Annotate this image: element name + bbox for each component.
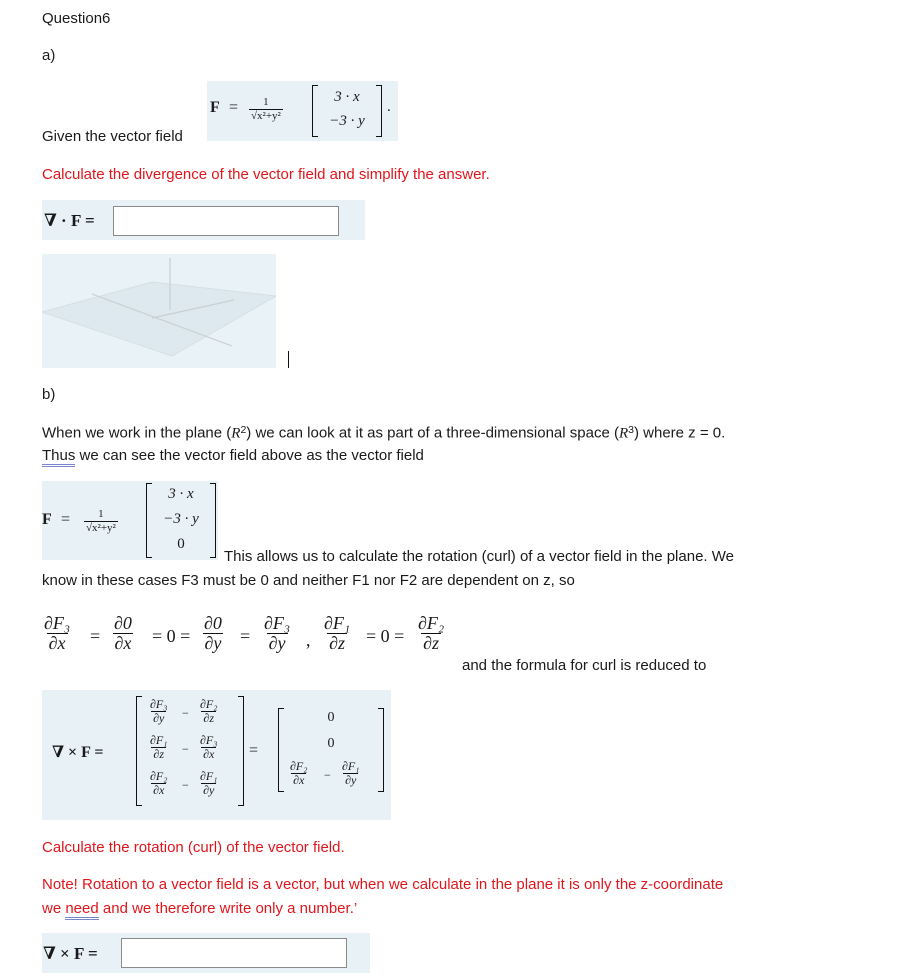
curl-answer-row — [42, 933, 370, 973]
thus-text: Thus we can see the vector field above as the vector field — [42, 447, 424, 464]
vector-field-plot[interactable] — [42, 254, 276, 368]
curl-reduced-matrix: 0 0 $\frac{\text{∂F₂}}{\partial x}$ − $\frac{\text{∂F₁}}{\partial y}$ — [278, 708, 384, 792]
field3-eq-sign: = — [61, 511, 71, 528]
know-text: know in these cases F3 must be 0 and neither F1 nor F2 are dependent on z, so — [42, 572, 575, 589]
curl-formula: ∇ × F = $\frac{\text{∂F₃}}{\partial y}$ − $\frac{\text{∂F₂}}{\partial z}$ $\frac{\text{∂F₁}}{\partial z}$ − $\frac{\text{∂F₃}}{\partial x}$ $\frac{\text{∂F₂}}{\partial x}$ − $\frac{\text{∂F₁}}{\partial y}$ = 0 0 $\frac{\text{∂F₂}}{\partial x}$ − $\frac{\text{∂F₁}}{\partial y}$ — [42, 690, 391, 820]
field3-row-2: −3 · y — [163, 511, 199, 527]
text-cursor — [288, 351, 289, 368]
partial-0-y: $\frac{\partial 0}{\partial y}$ — [204, 613, 222, 653]
partial-f1-z: $\frac{\text{∂F₁}}{\partial z}$ — [324, 613, 351, 653]
field-eq-sign: = — [229, 99, 239, 116]
question-title: Question6 — [42, 10, 111, 27]
divergence-instruction: Calculate the divergence of the vector field and simplify the answer. — [42, 166, 490, 183]
field3-lhs: F — [42, 511, 52, 528]
part-a-label: a) — [42, 47, 56, 64]
formula-text: and the formula for curl is reduced to — [462, 657, 707, 674]
field-scalar-fraction: $\frac{1}{\text{√x²+y²}}$ — [251, 96, 281, 122]
field3-row-1: 3 · x — [168, 486, 194, 502]
divergence-answer-row — [42, 200, 365, 240]
partials-equation: $\frac{\text{∂F₃}}{\partial x}$ = $\frac{\partial 0}{\partial x}$ = 0 = $\frac{\partial 0}{\partial y}$ = $\frac{\text{∂F₃}}{\partial y}$ , $\frac{\text{∂F₁}}{\partial z}$ = 0 = $\frac{\text{∂F₂}}{\partial z}$ — [44, 613, 445, 653]
field-row-2: −3 · y — [329, 113, 365, 129]
field-equation — [207, 81, 398, 141]
field3-equation — [42, 481, 218, 560]
divergence-input[interactable] — [113, 206, 339, 236]
field3-row-3: 0 — [177, 536, 185, 552]
curl-input[interactable] — [121, 938, 347, 968]
field3-vector — [146, 483, 216, 558]
allows-text: This allows us to calculate the rotation (curl) of a vector field in the plane. We — [224, 548, 734, 565]
field3-scalar-fraction: $\frac{1}{\text{√x²+y²}}$ — [86, 508, 116, 534]
part-b-label: b) — [42, 386, 56, 403]
curl-formula-lhs: ∇ × F = — [52, 744, 104, 761]
partial-f2-z: $\frac{\text{∂F₂}}{\partial z}$ — [418, 613, 445, 653]
curl-full-matrix: $\frac{\text{∂F₃}}{\partial y}$ − $\frac{\text{∂F₂}}{\partial z}$ $\frac{\text{∂F₁}}{\partial z}$ − $\frac{\text{∂F₃}}{\partial x}$ $\frac{\text{∂F₂}}{\partial x}$ − $\frac{\text{∂F₁}}{\partial y}$ — [136, 696, 244, 806]
note-line-2: we need and we therefore write only a number.’ — [42, 900, 357, 917]
plot-axes-graphic — [42, 254, 276, 368]
given-text: Given the vector field — [42, 128, 183, 145]
note-line-1: Note! Rotation to a vector field is a vector, but when we calculate in the plane it is only the z-coordinate — [42, 876, 724, 893]
field-row-1: 3 · x — [334, 89, 360, 105]
field-vector — [312, 85, 382, 137]
curl-instruction: Calculate the rotation (curl) of the vector field. — [42, 839, 345, 856]
partial-f3-x: $\frac{\text{∂F₃}}{\partial x}$ — [44, 613, 71, 653]
partial-f3-y: $\frac{\text{∂F₃}}{\partial y}$ — [264, 613, 291, 653]
field-period: . — [387, 99, 391, 115]
partial-0-x: $\frac{\partial 0}{\partial x}$ — [114, 613, 132, 653]
curl-label: ∇ × F = — [43, 944, 98, 963]
field-lhs: F — [210, 99, 220, 116]
plane-intro-text: When we work in the plane $(R^2)$ we can look at it as part of a three-dimensional space $(R^3)$ where z = 0. — [42, 424, 726, 442]
divergence-label: ∇ · F = — [44, 211, 95, 230]
